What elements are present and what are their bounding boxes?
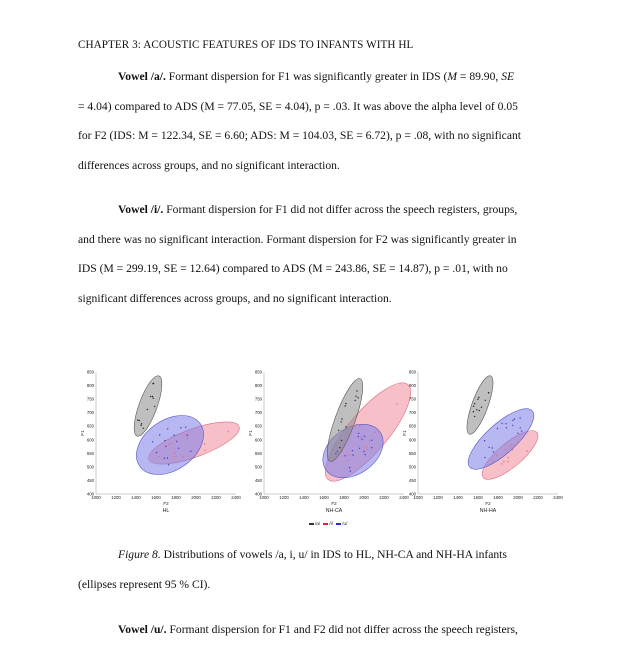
scatter-point	[396, 404, 397, 405]
y-tick-label: 800	[408, 383, 416, 389]
plot-panel-nh-ca	[246, 360, 411, 530]
scatter-point	[359, 426, 360, 427]
scatter-point	[153, 398, 154, 399]
legend-label-a: /a/	[315, 521, 321, 526]
scatter-point	[335, 453, 336, 454]
scatter-point	[473, 406, 474, 407]
paragraph-vowel-a	[78, 62, 568, 180]
scatter-point	[364, 436, 365, 437]
scatter-point	[371, 440, 372, 441]
scatter-point	[167, 428, 168, 429]
scatter-point	[484, 457, 485, 458]
x-tick-label: 2200	[211, 495, 221, 500]
x-tick-label: 2400	[553, 495, 563, 500]
scatter-point	[347, 460, 348, 461]
scatter-point	[204, 443, 205, 444]
scatter-point	[337, 451, 338, 452]
scatter-point	[341, 440, 342, 441]
scatter-point	[474, 416, 475, 417]
scatter-point	[503, 461, 504, 462]
scatter-point	[348, 454, 349, 455]
y-tick-label: 750	[86, 396, 94, 402]
paragraph-line: significant differences across groups, and no significant interaction.	[78, 291, 392, 305]
scatter-point	[477, 399, 478, 400]
paragraph-vowel-u	[78, 615, 568, 645]
y-tick-label: 650	[86, 423, 94, 429]
scatter-point	[152, 383, 153, 384]
y-axis-label: F1	[248, 430, 253, 436]
panel-title: NH-HA	[479, 508, 497, 514]
scatter-point	[344, 455, 345, 456]
scatter-point	[164, 458, 165, 459]
paragraph-heading: Vowel /i/.	[118, 203, 164, 216]
scatter-point	[174, 452, 175, 453]
scatter-point	[501, 463, 502, 464]
scatter-point	[508, 457, 509, 458]
scatter-point	[356, 390, 357, 391]
scatter-point	[168, 444, 169, 445]
scatter-point	[501, 423, 502, 424]
scatter-point	[150, 396, 151, 397]
scatter-point	[341, 421, 342, 422]
scatter-point	[374, 432, 375, 433]
y-tick-label: 600	[254, 437, 262, 443]
scatter-point	[505, 423, 506, 424]
y-tick-label: 500	[408, 464, 416, 470]
scatter-point	[511, 444, 512, 445]
y-tick-label: 500	[86, 464, 94, 470]
scatter-point	[204, 450, 205, 451]
scatter-point	[159, 434, 160, 435]
scatter-point	[338, 430, 339, 431]
scatter-point	[356, 424, 357, 425]
y-tick-label: 400	[86, 491, 94, 497]
scatter-point	[478, 397, 479, 398]
plot-panel-hl	[78, 360, 243, 530]
scatter-point	[178, 448, 179, 449]
panel-title: NH-CA	[325, 508, 343, 514]
y-tick-label: 700	[86, 410, 94, 416]
scatter-point	[228, 431, 229, 432]
figure-label: Figure 8.	[118, 548, 161, 561]
scatter-point	[521, 430, 522, 431]
scatter-point	[366, 446, 367, 447]
y-tick-label: 700	[254, 410, 262, 416]
scatter-point	[355, 396, 356, 397]
paragraph-heading: Vowel /u/.	[118, 623, 167, 636]
y-tick-label: 550	[408, 450, 416, 456]
scatter-point	[512, 449, 513, 450]
scatter-point	[353, 425, 354, 426]
scatter-point	[345, 405, 346, 406]
y-tick-label: 550	[86, 450, 94, 456]
paragraph-line: Vowel /i/. Formant dispersion for F1 did not differ across the speech registers, groups,	[118, 203, 518, 216]
y-tick-label: 650	[254, 423, 262, 429]
y-tick-label: 850	[254, 369, 262, 375]
x-tick-label: 2000	[513, 495, 523, 500]
scatter-point	[152, 441, 153, 442]
x-tick-label: 2200	[533, 495, 543, 500]
scatter-point	[474, 403, 475, 404]
chapter-header: CHAPTER 3: ACOUSTIC FEATURES OF IDS TO INFANTS WITH HL	[78, 39, 414, 51]
legend-swatch-u	[336, 523, 341, 525]
scatter-point	[187, 435, 188, 436]
y-tick-label: 850	[86, 369, 94, 375]
scatter-point	[141, 423, 142, 424]
y-tick-label: 750	[254, 396, 262, 402]
scatter-point	[512, 425, 513, 426]
y-axis-label: F1	[402, 430, 407, 436]
x-axis-label: F2	[485, 501, 491, 506]
scatter-point	[484, 440, 485, 441]
y-tick-label: 800	[86, 383, 94, 389]
scatter-point	[167, 457, 168, 458]
scatter-point	[139, 420, 140, 421]
scatter-point	[152, 396, 153, 397]
scatter-point	[518, 441, 519, 442]
y-axis-label: F1	[80, 430, 85, 436]
y-tick-label: 600	[86, 437, 94, 443]
scatter-point	[159, 456, 160, 457]
y-tick-label: 650	[408, 423, 416, 429]
scatter-point	[506, 427, 507, 428]
x-axis-label: F2	[331, 501, 337, 506]
scatter-point	[154, 406, 155, 407]
y-tick-label: 450	[86, 477, 94, 483]
scatter-point	[361, 439, 362, 440]
x-tick-label: 1200	[111, 495, 121, 500]
scatter-point	[519, 417, 520, 418]
paragraph-line: IDS (M = 299.19, SE = 12.64) compared to ADS (M = 243.86, SE = 14.87), p = .01, with no	[78, 262, 508, 275]
scatter-point	[497, 428, 498, 429]
scatter-point	[345, 403, 346, 404]
scatter-point	[342, 451, 343, 452]
scatter-point	[171, 443, 172, 444]
scatter-point	[176, 441, 177, 442]
paragraph-line: Vowel /a/. Formant dispersion for F1 was significantly greater in IDS (M = 89.90, SE	[118, 70, 515, 83]
scatter-point	[156, 452, 157, 453]
x-tick-label: 2400	[231, 495, 241, 500]
x-tick-label: 1000	[259, 495, 269, 500]
scatter-point	[520, 427, 521, 428]
y-tick-label: 750	[408, 396, 416, 402]
paragraph-heading: Vowel /a/.	[118, 70, 166, 83]
scatter-point	[164, 440, 165, 441]
scatter-point	[496, 455, 497, 456]
paragraph-line: for F2 (IDS: M = 122.34, SE = 6.60; ADS: M = 104.03, SE = 6.72), p = .08, with no significant	[78, 129, 521, 142]
scatter-point	[514, 418, 515, 419]
figure-8	[78, 360, 568, 535]
paragraph-line: Vowel /u/. Formant dispersion for F1 and F2 did not differ across the speech registers,	[118, 623, 518, 636]
scatter-point	[185, 427, 186, 428]
paragraph-line: differences across groups, and no significant interaction.	[78, 158, 340, 172]
scatter-point	[140, 425, 141, 426]
scatter-point	[363, 451, 364, 452]
y-tick-label: 850	[408, 369, 416, 375]
scatter-point	[493, 451, 494, 452]
scatter-point	[365, 454, 366, 455]
y-tick-label: 550	[254, 450, 262, 456]
x-tick-label: 1800	[339, 495, 349, 500]
x-tick-label: 2000	[191, 495, 201, 500]
scatter-point	[366, 449, 367, 450]
scatter-point	[361, 437, 362, 438]
y-tick-label: 700	[408, 410, 416, 416]
scatter-point	[174, 456, 175, 457]
scatter-point	[341, 418, 342, 419]
plot-svg	[246, 360, 411, 530]
x-tick-label: 1800	[493, 495, 503, 500]
scatter-point	[187, 438, 188, 439]
scatter-point	[358, 433, 359, 434]
x-axis-label: F2	[163, 501, 169, 506]
legend-swatch-a	[309, 523, 314, 525]
x-tick-label: 1600	[151, 495, 161, 500]
scatter-point	[492, 461, 493, 462]
y-tick-label: 450	[408, 477, 416, 483]
x-tick-label: 1200	[279, 495, 289, 500]
legend-label-i: /i/	[329, 521, 333, 526]
x-tick-label: 1600	[473, 495, 483, 500]
x-tick-label: 2400	[399, 495, 409, 500]
scatter-point	[165, 446, 166, 447]
scatter-point	[350, 470, 351, 471]
x-tick-label: 1600	[319, 495, 329, 500]
x-tick-label: 2000	[359, 495, 369, 500]
x-tick-label: 1400	[131, 495, 141, 500]
paragraph-vowel-i	[78, 195, 568, 313]
scatter-point	[371, 447, 372, 448]
scatter-point	[526, 450, 527, 451]
scatter-point	[339, 447, 340, 448]
scatter-point	[183, 456, 184, 457]
scatter-point	[517, 433, 518, 434]
scatter-point	[196, 453, 197, 454]
scatter-point	[369, 440, 370, 441]
scatter-point	[174, 435, 175, 436]
x-tick-label: 1800	[171, 495, 181, 500]
scatter-point	[358, 436, 359, 437]
x-tick-label: 1000	[413, 495, 423, 500]
scatter-point	[479, 410, 480, 411]
scatter-point	[349, 467, 350, 468]
scatter-point	[352, 450, 353, 451]
scatter-point	[505, 449, 506, 450]
scatter-point	[485, 400, 486, 401]
x-tick-label: 1200	[433, 495, 443, 500]
x-tick-label: 1400	[299, 495, 309, 500]
scatter-point	[168, 464, 169, 465]
scatter-point	[352, 454, 353, 455]
plot-panel-nh-ha	[400, 360, 565, 530]
plot-svg	[78, 360, 243, 530]
scatter-point	[357, 397, 358, 398]
figure-caption: Figure 8. Distributions of vowels /a, i, u/ in IDS to HL, NH-CA and NH-HA infants (ellipses represent 95 % CI).	[78, 548, 507, 591]
scatter-point	[190, 451, 191, 452]
scatter-point	[481, 407, 482, 408]
y-tick-label: 500	[254, 464, 262, 470]
paragraph-line: and there was no significant interaction. Formant dispersion for F2 was significantly greater in	[78, 232, 517, 246]
y-tick-label: 450	[254, 477, 262, 483]
plot-svg	[400, 360, 565, 530]
scatter-point	[488, 392, 489, 393]
scatter-point	[359, 448, 360, 449]
legend-label-u: /u/	[342, 521, 348, 526]
scatter-point	[143, 428, 144, 429]
scatter-point	[488, 447, 489, 448]
scatter-point	[137, 419, 138, 420]
y-tick-label: 800	[254, 383, 262, 389]
scatter-point	[355, 400, 356, 401]
paragraph-line: = 4.04) compared to ADS (M = 77.05, SE = 4.04), p = .03. It was above the alpha level of 0.05	[78, 99, 518, 113]
figure-legend	[307, 521, 347, 526]
x-tick-label: 1000	[91, 495, 101, 500]
scatter-point	[512, 420, 513, 421]
y-tick-label: 400	[254, 491, 262, 497]
y-tick-label: 400	[408, 491, 416, 497]
legend-swatch-i	[323, 523, 328, 525]
scatter-point	[147, 409, 148, 410]
y-tick-label: 600	[408, 437, 416, 443]
scatter-point	[180, 427, 181, 428]
scatter-point	[345, 426, 346, 427]
panel-title: HL	[162, 508, 170, 514]
scatter-point	[476, 409, 477, 410]
scatter-point	[510, 446, 511, 447]
x-tick-label: 1400	[453, 495, 463, 500]
scatter-point	[507, 461, 508, 462]
scatter-point	[473, 411, 474, 412]
x-tick-label: 2200	[379, 495, 389, 500]
scatter-point	[492, 447, 493, 448]
